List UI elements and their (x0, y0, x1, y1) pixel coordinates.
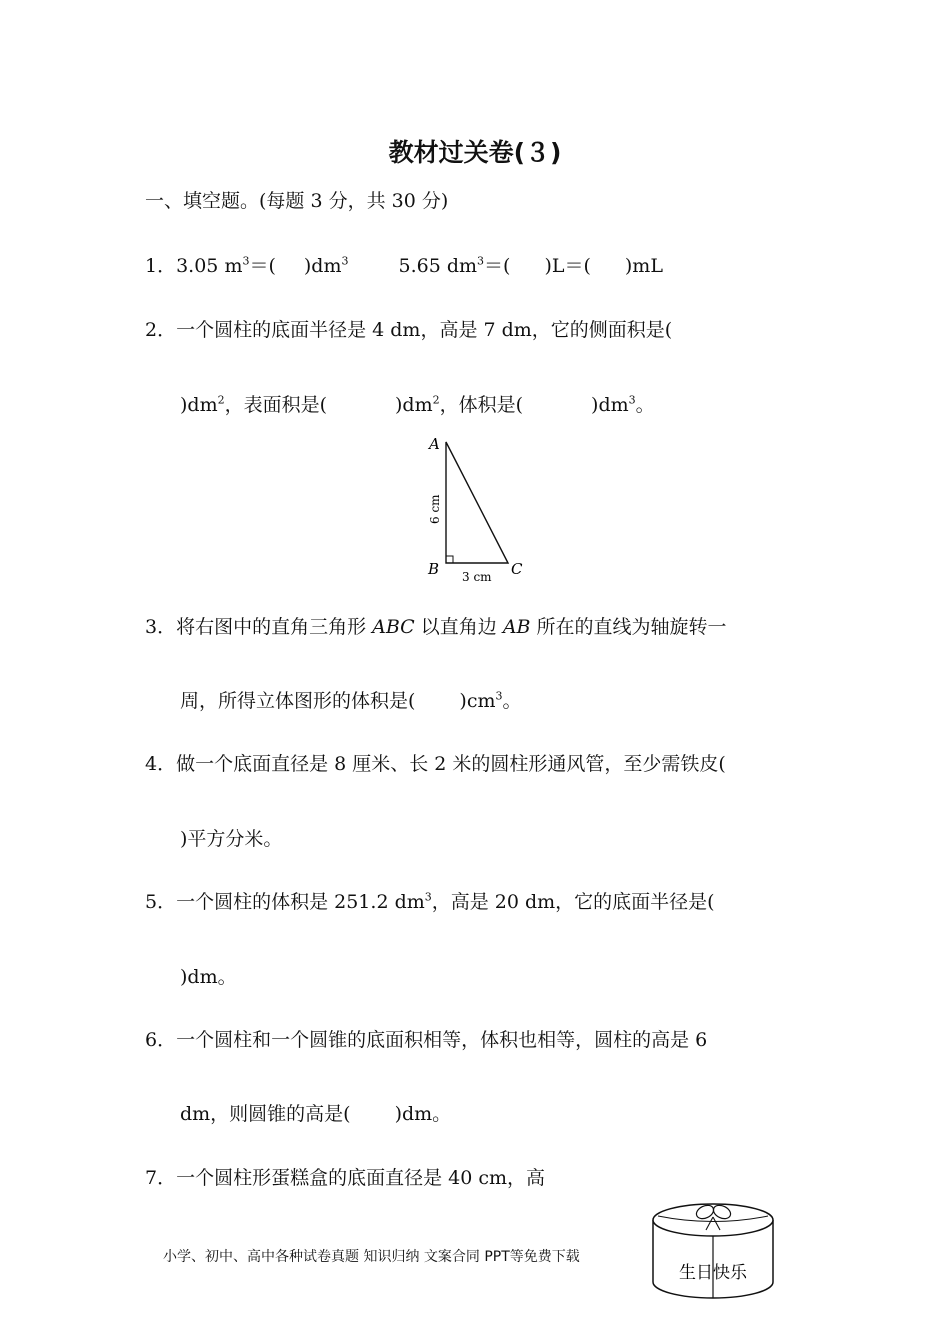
question-1: 1．3.05 $m^3=$( )$dm^3$ 5.65 $dm^3=$( )L＝( )mL (145, 254, 663, 277)
question-3: 3．将右图中的直角三角形 ABC 以直角边 AB 所在的直线为轴旋转一 (145, 616, 727, 638)
question-3-line-2: 周，所得立体图形的体积是( )$cm^3$。 (180, 689, 522, 712)
triangle-abc (446, 442, 508, 563)
question-number: 1． (145, 255, 177, 277)
footer-ad-text: 小学、初中、高中各种试卷真题 知识归纳 文案合同 PPT等免费下载 (163, 1249, 580, 1265)
vertex-label-a: A (429, 435, 440, 453)
question-number: 6． (145, 1029, 177, 1051)
question-number: 2． (145, 319, 177, 341)
section-heading: 一、填空题。(每题 3 分，共 30 分) (145, 190, 449, 212)
question-number: 5． (145, 891, 177, 913)
question-5-line-2: )dm。 (180, 966, 237, 988)
cake-box-label: 生日快乐 (679, 1263, 747, 1283)
question-number: 7． (145, 1167, 177, 1189)
cake-box-illustration (648, 1192, 778, 1304)
right-angle-mark (446, 556, 453, 563)
question-6: 6．一个圆柱和一个圆锥的底面积相等，体积也相等，圆柱的高是 6 (145, 1029, 708, 1051)
side-length-bc: 3 cm (462, 570, 492, 584)
question-4: 4．做一个底面直径是 8 厘米、长 2 米的圆柱形通风管，至少需铁皮( (145, 753, 726, 775)
question-2-line-2: )$dm^2$，表面积是( )$dm^2$，体积是( )$dm^3$。 (180, 393, 655, 416)
question-number: 4． (145, 753, 177, 775)
vertex-label-b: B (428, 560, 440, 578)
question-5: 5．一个圆柱的体积是 251.2 $dm^3$，高是 20 dm，它的底面半径是( (145, 890, 715, 913)
question-6-line-2: dm，则圆锥的高是( )dm。 (180, 1103, 452, 1125)
right-triangle-figure (420, 430, 530, 585)
question-7: 7．一个圆柱形蛋糕盒的底面直径是 40 cm，高 (145, 1167, 546, 1189)
page-title: 教材过关卷(３) (388, 138, 562, 167)
side-length-ab: 6 cm (428, 494, 442, 524)
question-number: 3． (145, 616, 177, 638)
vertex-label-c: C (511, 560, 523, 578)
question-2: 2．一个圆柱的底面半径是 4 dm，高是 7 dm，它的侧面积是( (145, 319, 673, 341)
question-4-line-2: )平方分米。 (180, 828, 283, 850)
